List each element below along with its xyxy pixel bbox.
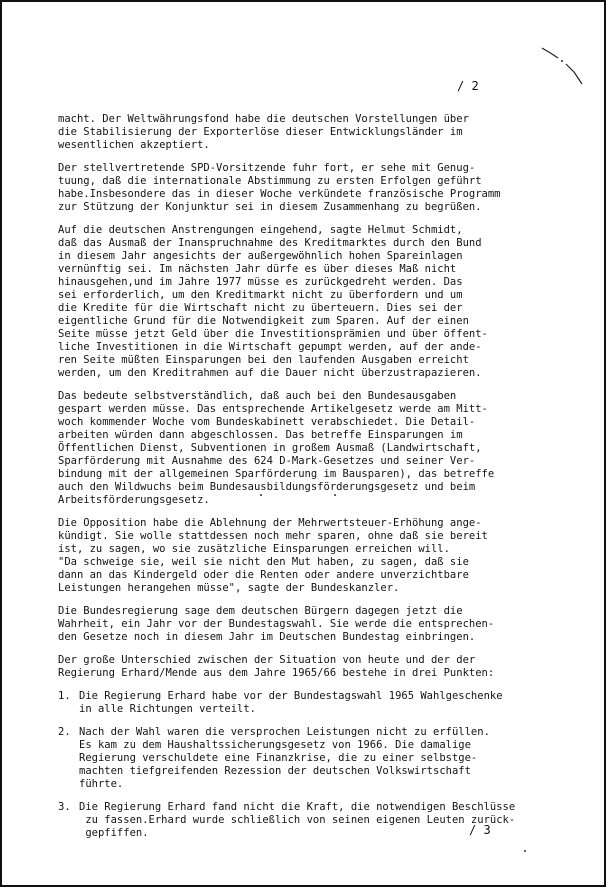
paragraph-2: Der stellvertretende SPD-Vorsitzende fuhr fort, er sehe mit Genug- tuung, daß die internationale Abstimmung zu ersten Erfolgen geführt habe.Insbesondere das in dieser Woche verkündete französische Programm zur Stützung der Konjunktur sei in diesem Zusammenhang zu begrüßen.	[58, 162, 501, 213]
list-item-2	[58, 726, 598, 791]
list-item-text: Die Regierung Erhard fand nicht die Kraft, die notwendigen Beschlüsse zu fassen.Erhard wurde schließlich von seinen eigenen Leuten zurück- gepfiffen.	[79, 801, 516, 839]
list-item-number: 2.	[58, 726, 71, 738]
scan-speck	[260, 494, 262, 496]
paragraph-4: Das bedeute selbstverständlich, daß auch bei den Bundesausgaben gespart werden müsse. Das entsprechende Artikelgesetz werde am Mitt- woch kommender Woche vom Bundeskabinett verabschiedet. Die Detail- arbeiten würden dann abgeschlossen. Das betreffe Einsparungen im Öffentlichen Dienst, Subventionen in großem Ausmaß (Landwirtschaft, Sparförderung mit Ausnahme des 624 D-Mark-Gesetzes und seiner Ver- bindung mit der allgemeinen Sparförderung im Bausparen), das betreffe auch den Wildwuchs beim Bundesausbildungsförderungsgesetz und beim Arbeitsförderungsgesetz.	[58, 390, 495, 506]
paragraph-7: Der große Unterschied zwischen der Situation von heute und der der Regierung Erhard/Mende aus dem Jahre 1965/66 bestehe in drei Punkten:	[58, 654, 495, 679]
paragraph-5: Die Opposition habe die Ablehnung der Mehrwertsteuer-Erhöhung ange- kündigt. Sie wolle stattdessen noch mehr sparen, ohne daß sie bereit ist, zu sagen, wo sie zusätzliche Einsparungen erreichen will. "Da schweige sie, weil sie nicht den Mut haben, zu sagen, daß sie dann an das Kindergeld oder die Renten oder andere unverzichtbare Leistungen herangehen müsse", sagte der Bundeskanzler.	[58, 517, 488, 594]
list-item-text: Die Regierung Erhard habe vor der Bundestagswahl 1965 Wahlgeschenke in alle Richtungen verteilt.	[79, 690, 503, 715]
page-number-bottom: / 3	[469, 823, 491, 837]
list-item-1	[58, 690, 598, 716]
list-item-3	[58, 801, 598, 840]
list-item-number: 3.	[58, 801, 71, 813]
pen-mark-icon	[538, 46, 586, 90]
paragraph-1: macht. Der Weltwährungsfond habe die deutschen Vorstellungen über die Stabilisierung der Exporterlöse dieser Entwicklungsländer im wesentlichen akzeptiert.	[58, 113, 469, 151]
scan-speck	[334, 494, 336, 496]
list-item-number: 1.	[58, 690, 71, 702]
document-body	[58, 113, 598, 850]
paragraph-6: Die Bundesregierung sage dem deutschen Bürgern dagegen jetzt die Wahrheit, ein Jahr vor der Bundestagswahl. Sie werde die entsprechen- den Gesetze noch in diesem Jahr im Deutschen Bundestag einbringen.	[58, 605, 495, 643]
scan-speck	[524, 850, 526, 852]
paragraph-3: Auf die deutschen Anstrengungen eingehend, sagte Helmut Schmidt, daß das Ausmaß der Inanspruchnahme des Kreditmarktes durch den Bund in diesem Jahr angesichts der außergewöhnlich hohen Spareinlagen vernünftig sei. Im nächsten Jahr dürfe es über dieses Maß nicht hinausgehen,und im Jahre 1977 müsse es zurückgedreht werden. Das sei erforderlich, um den Kreditmarkt nicht zu überfordern und um die Kredite für die Wirtschaft nicht zu überteuern. Dies sei der eigentliche Grund für die Notwendigkeit zum Sparen. Auf der einen Seite müsse jetzt Geld über die Investitionsprämien und über öffent- liche Investitionen in die Wirtschaft gepumpt werden, auf der ande- ren Seite müßten Einsparungen bei den laufenden Ausgaben erreicht werden, um den Kreditrahmen auf die Dauer nicht überzustrapazieren.	[58, 224, 488, 379]
page-number-top: / 2	[457, 79, 479, 93]
list-item-text: Nach der Wahl waren die versprochen Leistungen nicht zu erfüllen. Es kam zu dem Haushaltssicherungsgesetz von 1966. Die damalige Regierung verschuldete eine Finanzkrise, die zu einer selbstge- machten tiefgreifenden Rezession der deutschen Volkswirtschaft führte.	[79, 726, 490, 790]
